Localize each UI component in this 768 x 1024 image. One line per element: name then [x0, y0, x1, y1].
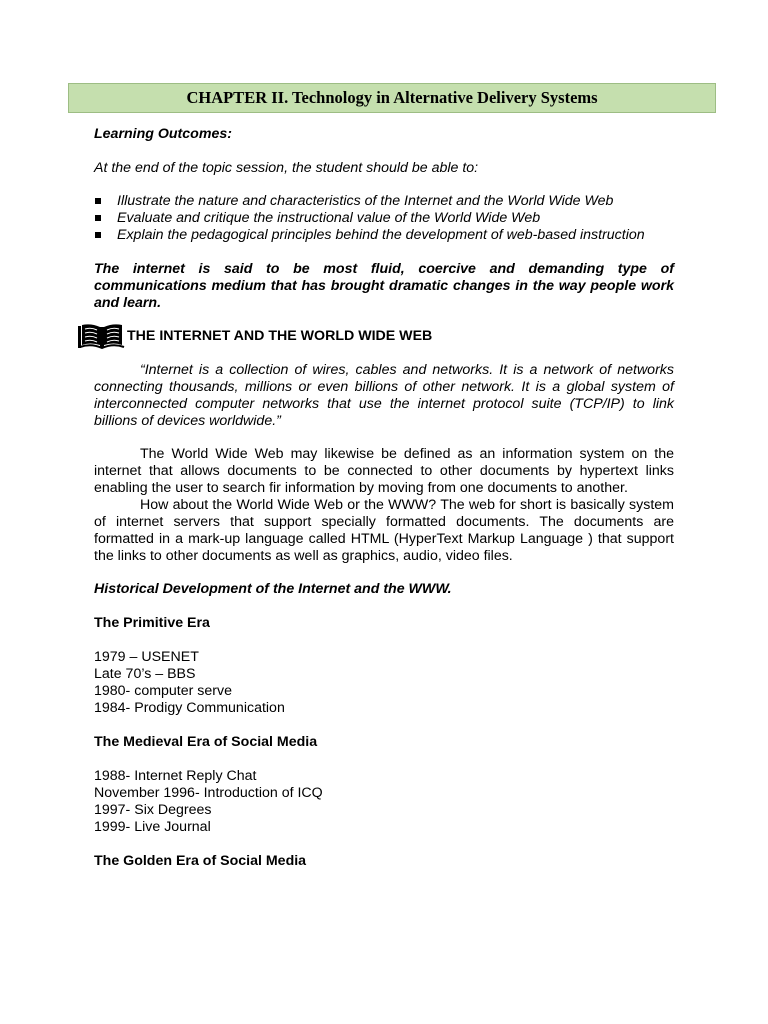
- learning-outcomes-intro: At the end of the topic session, the student should be able to:: [94, 160, 479, 176]
- list-item: [94, 193, 674, 210]
- section-heading: [94, 323, 674, 349]
- era-title: The Golden Era of Social Media: [94, 853, 307, 869]
- list-item: 1984- Prodigy Communication: [94, 700, 285, 716]
- learning-outcomes-list: [94, 193, 674, 244]
- document-body: [94, 126, 674, 870]
- outcome-text: Explain the pedagogical principles behind the development of web-based instruction: [117, 227, 645, 243]
- era-timeline: [94, 649, 674, 717]
- list-item: 1980- computer serve: [94, 683, 233, 699]
- square-bullet-icon: [95, 198, 101, 204]
- list-item: [94, 210, 674, 227]
- www-explanation-paragraph: How about the World Wide Web or the WWW? The web for short is basically system of internet servers that support specially formatted documents. The documents are formatted in a mark-up language called HTML (HyperText Markup Language ) that support the links to other documents as well as graphics, audio, video files.: [94, 497, 674, 564]
- list-item: Late 70’s – BBS: [94, 666, 196, 682]
- era-title: The Primitive Era: [94, 615, 210, 631]
- list-item: 1979 – USENET: [94, 649, 199, 665]
- list-item: 1988- Internet Reply Chat: [94, 768, 257, 784]
- outcome-text: Evaluate and critique the instructional value of the World Wide Web: [117, 210, 541, 226]
- chapter-title: CHAPTER II. Technology in Alternative Delivery Systems: [186, 88, 598, 107]
- learning-outcomes-title: Learning Outcomes:: [94, 126, 232, 142]
- era-title: The Medieval Era of Social Media: [94, 734, 318, 750]
- chapter-banner: [68, 83, 716, 113]
- internet-definition-quote: “Internet is a collection of wires, cables and networks. It is a network of networks connecting thousands, millions or even billions of other network. It is a global system of interconnected computer networks that use the internet protocol suite (TCP/IP) to link billions of devices worldwide.”: [94, 362, 674, 429]
- thesis-statement: The internet is said to be most fluid, coercive and demanding type of communications medium that has brought dramatic changes in the way people work and learn.: [94, 261, 674, 311]
- square-bullet-icon: [95, 215, 101, 221]
- outcome-text: Illustrate the nature and characteristics of the Internet and the World Wide Web: [117, 193, 614, 209]
- square-bullet-icon: [95, 232, 101, 238]
- list-item: November 1996- Introduction of ICQ: [94, 785, 323, 801]
- list-item: [94, 227, 674, 244]
- list-item: 1997- Six Degrees: [94, 802, 212, 818]
- book-icon: [78, 323, 126, 349]
- section-title: THE INTERNET AND THE WORLD WIDE WEB: [127, 327, 433, 344]
- history-title: Historical Development of the Internet and the WWW.: [94, 581, 452, 597]
- list-item: 1999- Live Journal: [94, 819, 211, 835]
- era-timeline: [94, 768, 674, 836]
- www-definition-paragraph: The World Wide Web may likewise be defined as an information system on the internet that allows documents to be connected to other documents by hypertext links enabling the user to search fir information by moving from one documents to another.: [94, 446, 674, 496]
